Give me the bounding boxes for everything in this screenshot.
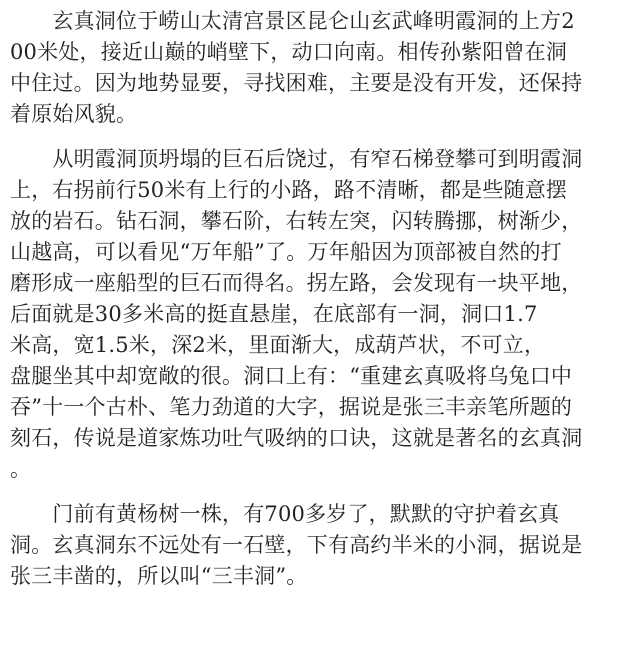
paragraph-3 xyxy=(10,499,634,592)
text-line: 门前有黄杨树一株，有700多岁了，默默的守护着玄真 xyxy=(10,502,560,526)
text-line: 上，右拐前行50米有上行的小路，路不清晰，都是些随意摆 xyxy=(10,178,568,202)
text-line: 放的岩石。钻石洞，攀石阶，右转左突，闪转腾挪，树渐少， xyxy=(10,209,583,233)
text-line: 玄真洞位于崂山太清宫景区昆仑山玄武峰明霞洞的上方2 xyxy=(10,9,575,33)
text-line: 吞”十一个古朴、笔力劲道的大字，据说是张三丰亲笔所题的 xyxy=(10,395,573,419)
text-line: 山越高，可以看见“万年船”了。万年船因为顶部被自然的打 xyxy=(10,240,562,264)
text-line: 米高，宽1.5米，深2米，里面渐大，成葫芦状，不可立， xyxy=(10,333,546,357)
text-line: 张三丰凿的，所以叫“三丰洞”。 xyxy=(10,564,308,588)
text-line: 盘腿坐其中却宽敞的很。洞口上有：“重建玄真吸将乌兔口中 xyxy=(10,364,573,388)
text-line: 00米处，接近山巅的峭壁下，动口向南。相传孙紫阳曾在洞 xyxy=(10,40,568,64)
text-line: 从明霞洞顶坍塌的巨石后饶过，有窄石梯登攀可到明霞洞 xyxy=(10,147,583,171)
text-line: 后面就是30多米高的挺直悬崖，在底部有一洞，洞口1.7 xyxy=(10,302,538,326)
paragraph-2 xyxy=(10,144,634,485)
text-line: 着原始风貌。 xyxy=(10,102,138,126)
text-line: 刻石，传说是道家炼功吐气吸纳的口诀，这就是著名的玄真洞 xyxy=(10,426,583,450)
text-line: 中住过。因为地势显要，寻找困难，主要是没有开发，还保持 xyxy=(10,71,583,95)
text-line: 。 xyxy=(10,457,32,481)
text-line: 洞。玄真洞东不远处有一石壁，下有高约半米的小洞，据说是 xyxy=(10,533,583,557)
text-line: 磨形成一座船型的巨石而得名。拐左路，会发现有一块平地， xyxy=(10,271,583,295)
paragraph-1 xyxy=(10,6,634,130)
